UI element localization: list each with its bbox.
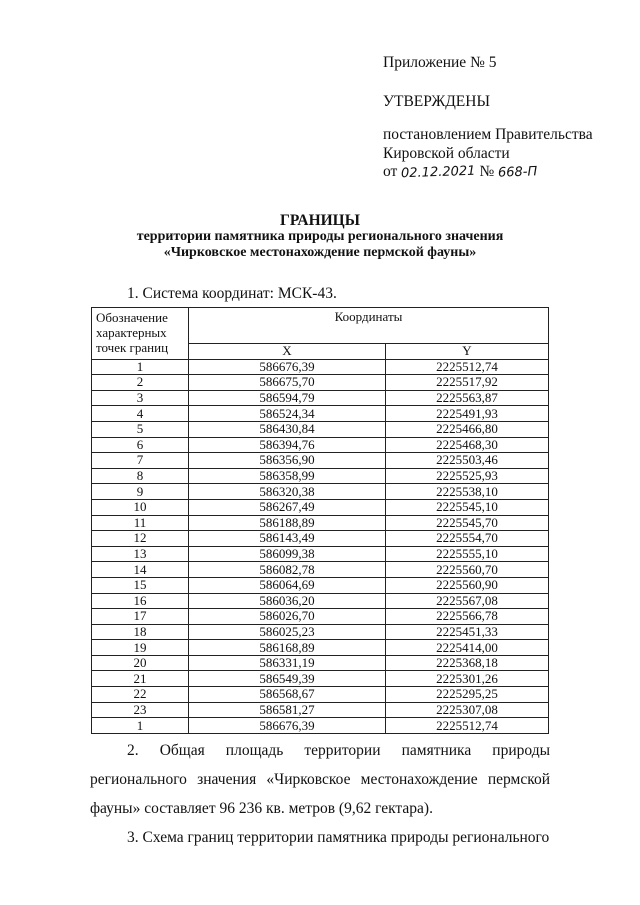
cell-x: 586356,90 bbox=[189, 453, 386, 469]
cell-point: 13 bbox=[92, 546, 189, 562]
cell-point: 1 bbox=[92, 359, 189, 375]
table-row bbox=[92, 390, 549, 406]
cell-y: 2225468,30 bbox=[386, 437, 549, 453]
table-row bbox=[92, 593, 549, 609]
table-row bbox=[92, 624, 549, 640]
header-x: X bbox=[189, 344, 386, 360]
table-row bbox=[92, 531, 549, 547]
approved-label: УТВЕРЖДЕНЫ bbox=[383, 93, 490, 110]
table-row bbox=[92, 702, 549, 718]
table-row bbox=[92, 546, 549, 562]
cell-y: 2225295,25 bbox=[386, 687, 549, 703]
cell-y: 2225301,26 bbox=[386, 671, 549, 687]
cell-point: 22 bbox=[92, 687, 189, 703]
cell-y: 2225560,70 bbox=[386, 562, 549, 578]
cell-x: 586168,89 bbox=[189, 640, 386, 656]
cell-x: 586524,34 bbox=[189, 406, 386, 422]
cell-x: 586676,39 bbox=[189, 718, 386, 734]
table-row bbox=[92, 359, 549, 375]
cell-point: 5 bbox=[92, 421, 189, 437]
cell-point: 17 bbox=[92, 609, 189, 625]
cell-x: 586099,38 bbox=[189, 546, 386, 562]
coordinates-table bbox=[91, 307, 549, 734]
cell-y: 2225555,10 bbox=[386, 546, 549, 562]
table-row bbox=[92, 406, 549, 422]
table-row bbox=[92, 655, 549, 671]
cell-point: 20 bbox=[92, 655, 189, 671]
table-row bbox=[92, 718, 549, 734]
cell-x: 586676,39 bbox=[189, 359, 386, 375]
cell-x: 586064,69 bbox=[189, 577, 386, 593]
cell-y: 2225491,93 bbox=[386, 406, 549, 422]
cell-point: 21 bbox=[92, 671, 189, 687]
table-row bbox=[92, 375, 549, 391]
cell-point: 18 bbox=[92, 624, 189, 640]
section-1: 1. Система координат: МСК-43. bbox=[127, 285, 337, 302]
cell-y: 2225563,87 bbox=[386, 390, 549, 406]
decree-line-2: Кировской области bbox=[383, 145, 510, 162]
cell-x: 586036,20 bbox=[189, 593, 386, 609]
cell-point: 19 bbox=[92, 640, 189, 656]
cell-point: 6 bbox=[92, 437, 189, 453]
cell-point: 15 bbox=[92, 577, 189, 593]
cell-point: 23 bbox=[92, 702, 189, 718]
cell-point: 14 bbox=[92, 562, 189, 578]
cell-point: 10 bbox=[92, 499, 189, 515]
cell-x: 586594,79 bbox=[189, 390, 386, 406]
cell-point: 8 bbox=[92, 468, 189, 484]
cell-y: 2225566,78 bbox=[386, 609, 549, 625]
cell-x: 586026,70 bbox=[189, 609, 386, 625]
cell-x: 586025,23 bbox=[189, 624, 386, 640]
cell-y: 2225538,10 bbox=[386, 484, 549, 500]
title-subline-1: территории памятника природы регионального значения bbox=[136, 229, 504, 244]
cell-y: 2225512,74 bbox=[386, 718, 549, 734]
date-prefix: от bbox=[383, 163, 398, 180]
cell-point: 11 bbox=[92, 515, 189, 531]
cell-point: 2 bbox=[92, 375, 189, 391]
cell-point: 1 bbox=[92, 718, 189, 734]
cell-point: 4 bbox=[92, 406, 189, 422]
cell-y: 2225525,93 bbox=[386, 468, 549, 484]
cell-point: 7 bbox=[92, 453, 189, 469]
table-row bbox=[92, 609, 549, 625]
section-3: 3. Схема границ территории памятника природы регионального bbox=[127, 829, 550, 846]
handwritten-date: 02.12.2021 bbox=[400, 163, 476, 182]
decree-date-line bbox=[383, 163, 537, 181]
cell-y: 2225545,10 bbox=[386, 499, 549, 515]
cell-x: 586320,38 bbox=[189, 484, 386, 500]
cell-x: 586143,49 bbox=[189, 531, 386, 547]
handwritten-number: 668-П bbox=[497, 164, 538, 181]
table-row bbox=[92, 484, 549, 500]
header-points: Обозначение характерных точек границ bbox=[92, 308, 189, 360]
cell-y: 2225567,08 bbox=[386, 593, 549, 609]
table-row bbox=[92, 421, 549, 437]
document-title: ГРАНИЦЫ bbox=[280, 212, 360, 229]
cell-x: 586188,89 bbox=[189, 515, 386, 531]
table-row bbox=[92, 515, 549, 531]
cell-y: 2225466,80 bbox=[386, 421, 549, 437]
cell-x: 586394,76 bbox=[189, 437, 386, 453]
cell-y: 2225503,46 bbox=[386, 453, 549, 469]
cell-x: 586430,84 bbox=[189, 421, 386, 437]
decree-line-1: постановлением Правительства bbox=[383, 126, 593, 143]
table-row bbox=[92, 687, 549, 703]
number-prefix: № bbox=[479, 163, 495, 180]
cell-y: 2225554,70 bbox=[386, 531, 549, 547]
cell-y: 2225414,00 bbox=[386, 640, 549, 656]
cell-y: 2225517,92 bbox=[386, 375, 549, 391]
cell-x: 586331,19 bbox=[189, 655, 386, 671]
cell-y: 2225560,90 bbox=[386, 577, 549, 593]
cell-y: 2225451,33 bbox=[386, 624, 549, 640]
cell-x: 586581,27 bbox=[189, 702, 386, 718]
cell-y: 2225307,08 bbox=[386, 702, 549, 718]
table-row bbox=[92, 640, 549, 656]
table-row bbox=[92, 437, 549, 453]
table-row bbox=[92, 453, 549, 469]
cell-x: 586358,99 bbox=[189, 468, 386, 484]
table-row bbox=[92, 562, 549, 578]
title-subline-2: «Чирковское местонахождение пермской фауны» bbox=[163, 245, 477, 260]
cell-x: 586082,78 bbox=[189, 562, 386, 578]
section-2: 2. Общая площадь территории памятника природы регионального значения «Чирковское местонахождение пермской фауны» составляет 96 236 кв. метров (9,62 гектара). bbox=[90, 742, 550, 817]
cell-point: 9 bbox=[92, 484, 189, 500]
cell-x: 586549,39 bbox=[189, 671, 386, 687]
table-row bbox=[92, 468, 549, 484]
header-y: Y bbox=[386, 344, 549, 360]
cell-x: 586675,70 bbox=[189, 375, 386, 391]
cell-x: 586267,49 bbox=[189, 499, 386, 515]
table-row bbox=[92, 577, 549, 593]
cell-y: 2225512,74 bbox=[386, 359, 549, 375]
header-coordinates: Координаты bbox=[189, 308, 549, 344]
table-row bbox=[92, 499, 549, 515]
cell-x: 586568,67 bbox=[189, 687, 386, 703]
cell-y: 2225545,70 bbox=[386, 515, 549, 531]
cell-point: 3 bbox=[92, 390, 189, 406]
cell-point: 16 bbox=[92, 593, 189, 609]
cell-point: 12 bbox=[92, 531, 189, 547]
appendix-label: Приложение № 5 bbox=[383, 54, 497, 71]
table-row bbox=[92, 671, 549, 687]
cell-y: 2225368,18 bbox=[386, 655, 549, 671]
